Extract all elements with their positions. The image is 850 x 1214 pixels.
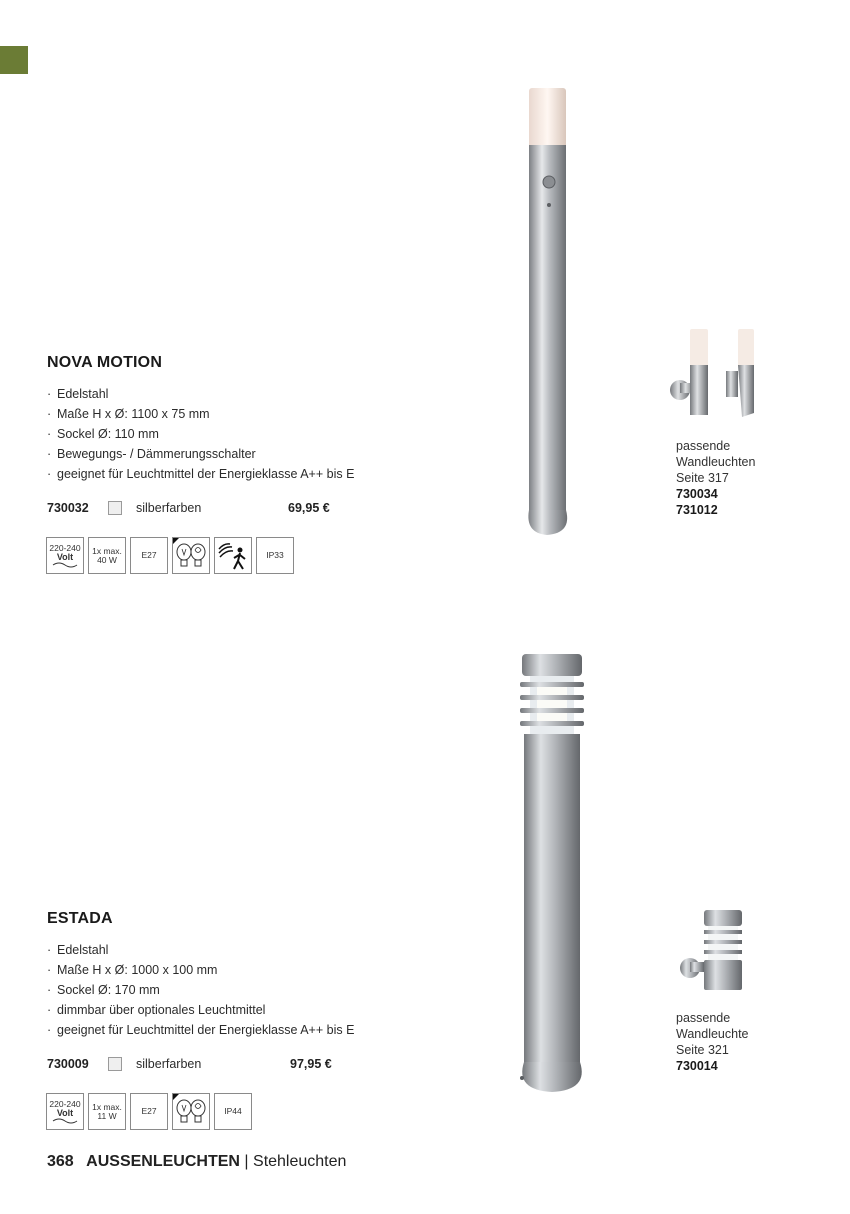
- related-heading: Wandleuchte: [676, 1027, 749, 1041]
- volt-label: Volt: [56, 1107, 74, 1118]
- lamp-count: 1x max.: [92, 1101, 122, 1112]
- feature-item: · Maße H x Ø: 1000 x 100 mm: [47, 960, 354, 980]
- volt-label: Volt: [56, 551, 74, 562]
- bulb-icon: [174, 541, 208, 571]
- socket-icon: [130, 1093, 168, 1130]
- feature-item: · dimmbar über optionales Leuchtmittel: [47, 1000, 354, 1020]
- ac-wave-icon: [52, 1118, 78, 1124]
- feature-list: [47, 384, 354, 484]
- ip-rating: IP44: [224, 1106, 242, 1116]
- feature-item: · geeignet für Leuchtmittel der Energieklasse A++ bis E: [47, 464, 354, 484]
- motion-person-icon: [216, 540, 250, 572]
- footer-separator: |: [244, 1153, 249, 1170]
- related-wall-lamp: [676, 1010, 749, 1074]
- voltage-icon: [46, 537, 84, 574]
- product-title: ESTADA: [47, 910, 113, 927]
- color-swatch: [108, 1057, 122, 1071]
- article-number: 730032: [47, 501, 89, 515]
- related-heading: passende: [676, 1011, 731, 1025]
- socket-icon: [130, 537, 168, 574]
- product-image-estada: [512, 650, 592, 1095]
- price: 97,95 €: [290, 1057, 332, 1071]
- related-article: 731012: [676, 503, 718, 517]
- product-title: NOVA MOTION: [47, 354, 163, 371]
- ip-rating-icon: [256, 537, 294, 574]
- related-page-ref: Seite 317: [676, 471, 729, 485]
- related-page-ref: Seite 321: [676, 1043, 729, 1057]
- socket-type: E27: [141, 1106, 157, 1116]
- wattage-icon: [88, 1093, 126, 1130]
- related-wall-lamps: [676, 438, 755, 518]
- wattage-icon: [88, 537, 126, 574]
- voltage-icon: [46, 1093, 84, 1130]
- page-number: 368: [47, 1153, 74, 1170]
- wall-lamp-image: [676, 908, 746, 994]
- wall-lamp-images: [668, 325, 760, 420]
- lamp-watt: 11 W: [97, 1110, 117, 1121]
- feature-list: [47, 940, 354, 1040]
- section-title: AUSSENLEUCHTEN: [86, 1153, 240, 1170]
- related-heading: Wandleuchten: [676, 455, 756, 469]
- feature-item: · geeignet für Leuchtmittel der Energieklasse A++ bis E: [47, 1020, 354, 1040]
- lamp-count: 1x max.: [92, 545, 122, 556]
- feature-item: · Sockel Ø: 170 mm: [47, 980, 354, 1000]
- bulb-icon: [174, 1097, 208, 1127]
- voltage-range: 220-240: [49, 542, 81, 553]
- related-heading: passende: [676, 439, 731, 453]
- spec-icons: [46, 1093, 252, 1130]
- price: 69,95 €: [288, 501, 330, 515]
- motion-sensor-icon: [214, 537, 252, 574]
- ip-rating: IP33: [266, 550, 284, 560]
- related-article: 730034: [676, 487, 718, 501]
- feature-item: · Edelstahl: [47, 384, 354, 404]
- feature-item: · Edelstahl: [47, 940, 354, 960]
- feature-item: · Bewegungs- / Dämmerungsschalter: [47, 444, 354, 464]
- page-footer: [47, 1153, 346, 1171]
- ip-rating-icon: [214, 1093, 252, 1130]
- spec-icons: [46, 537, 294, 574]
- color-label: silberfarben: [136, 501, 202, 515]
- bulb-types-icon: [172, 1093, 210, 1130]
- voltage-range: 220-240: [49, 1098, 81, 1109]
- feature-item: · Maße H x Ø: 1100 x 75 mm: [47, 404, 354, 424]
- article-number: 730009: [47, 1057, 89, 1071]
- related-article: 730014: [676, 1059, 718, 1073]
- product-image-nova-motion: [520, 85, 580, 540]
- chapter-tab-marker: [0, 46, 28, 74]
- feature-item: · Sockel Ø: 110 mm: [47, 424, 354, 444]
- lamp-watt: 40 W: [97, 554, 117, 565]
- bulb-types-icon: [172, 537, 210, 574]
- ac-wave-icon: [52, 562, 78, 568]
- socket-type: E27: [141, 550, 157, 560]
- color-label: silberfarben: [136, 1057, 202, 1071]
- subsection-title: Stehleuchten: [253, 1153, 347, 1170]
- color-swatch: [108, 501, 122, 515]
